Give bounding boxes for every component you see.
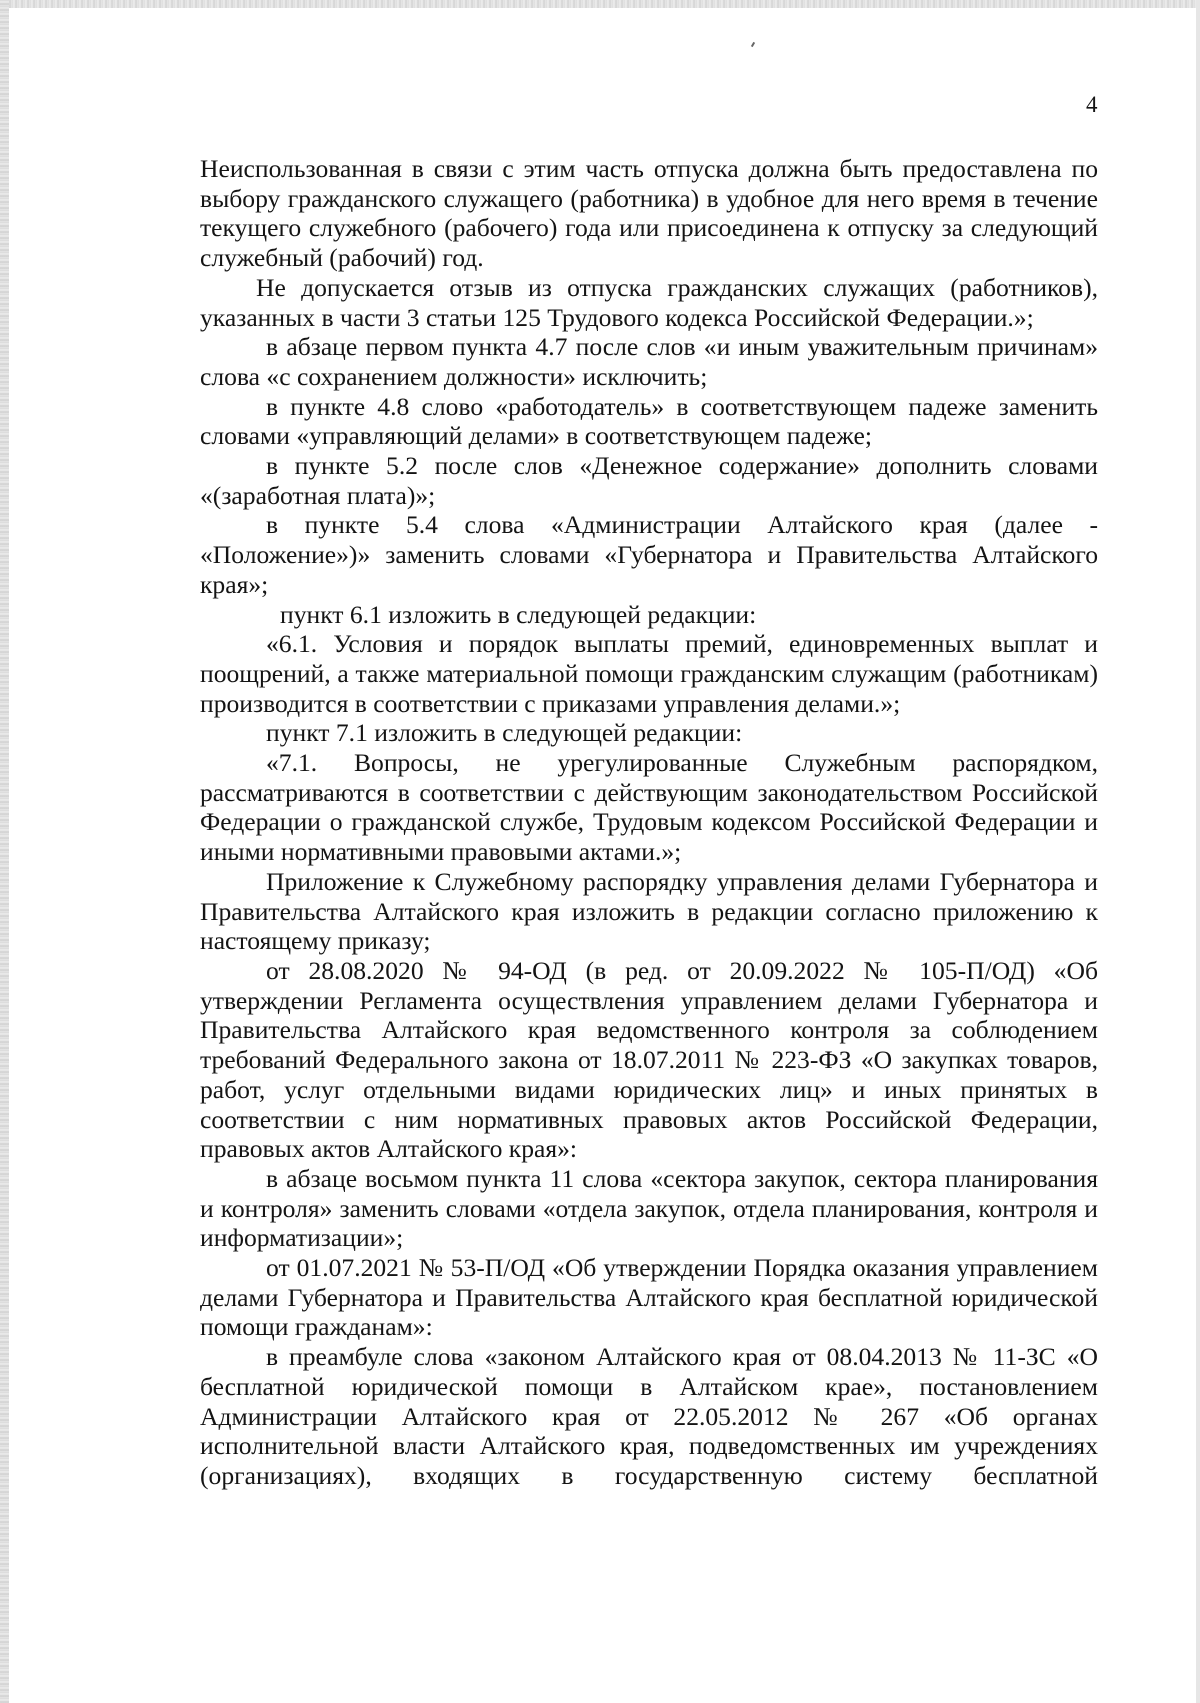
paragraph: Неиспользованная в связи с этим часть отпуска должна быть предоставлена по выбору гражданского служащего (работника) в удобное для него время в течение текущего служебного (рабочего) года или присоединена к отпуску за следующий служебный (рабочий) год.: [200, 154, 1098, 273]
paragraph: от 28.08.2020 № 94-ОД (в ред. от 20.09.2022 № 105-П/ОД) «Об утверждении Регламента осуществления управлением делами Губернатора и Правительства Алтайского края ведомственного контроля за соблюдением требований Федерального закона от 18.07.2011 № 223-ФЗ «О закупках товаров, работ, услуг отдельными видами юридических лиц» и иных принятых в соответствии с ним нормативных правовых актов Российской Федерации, правовых актов Алтайского края»:: [200, 955, 1098, 1164]
scan-speck: [751, 42, 755, 47]
paragraph: пункт 7.1 изложить в следующей редакции:: [266, 718, 743, 748]
document-body: [200, 154, 1098, 1491]
scan-edge-top: [0, 0, 1200, 8]
paragraph: пункт 6.1 изложить в следующей редакции:: [280, 599, 757, 629]
paragraph: Не допускается отзыв из отпуска гражданских служащих (работников), указанных в части 3 статьи 125 Трудового кодекса Российской Федерации.»;: [200, 272, 1098, 332]
page-number: 4: [1086, 92, 1098, 117]
paragraph: «7.1. Вопросы, не урегулированные Служебным распорядком, рассматриваются в соответствии с действующим законодательством Российской Федерации о гражданской службе, Трудовым кодексом Российской Федерации и иными нормативными правовыми актами.»;: [200, 748, 1098, 867]
paragraph: в абзаце восьмом пункта 11 слова «сектора закупок, сектора планирования и контроля» заменить словами «отдела закупок, отдела планирования, контроля и информатизации»;: [200, 1163, 1098, 1253]
paragraph: Приложение к Служебному распорядку управления делами Губернатора и Правительства Алтайского края изложить в редакции согласно приложению к настоящему приказу;: [200, 866, 1098, 956]
scan-edge-right: [1196, 0, 1200, 1703]
paragraph: в пункте 5.2 после слов «Денежное содержание» дополнить словами «(заработная плата)»;: [200, 451, 1098, 510]
paragraph: в преамбуле слова «законом Алтайского края от 08.04.2013 № 11-ЗС «О бесплатной юридической помощи в Алтайском крае», постановлением Администрации Алтайского края от 22.05.2012 № 267 «Об органах исполнительной власти Алтайского края, подведомственных им учреждениях (организациях), входящих в государственную систему бесплатной: [200, 1342, 1098, 1490]
paragraph: от 01.07.2021 № 53-П/ОД «Об утверждении Порядка оказания управлением делами Губернатора и Правительства Алтайского края бесплатной юридической помощи гражданам»:: [200, 1253, 1098, 1342]
paragraph: в пункте 4.8 слово «работодатель» в соответствующем падеже заменить словами «управляющий делами» в соответствующем падеже;: [200, 391, 1098, 451]
paragraph: «6.1. Условия и порядок выплаты премий, единовременных выплат и поощрений, а также материальной помощи гражданским служащим (работникам) производится в соответствии с приказами управления делами.»;: [200, 629, 1098, 718]
scan-edge-left: [0, 0, 9, 1703]
paragraph: в пункте 5.4 слова «Администрации Алтайского края (далее - «Положение»)» заменить словами «Губернатора и Правительства Алтайского края»;: [200, 510, 1098, 599]
paragraph: в абзаце первом пункта 4.7 после слов «и иным уважительным причинам» слова «с сохранением должности» исключить;: [200, 332, 1098, 391]
